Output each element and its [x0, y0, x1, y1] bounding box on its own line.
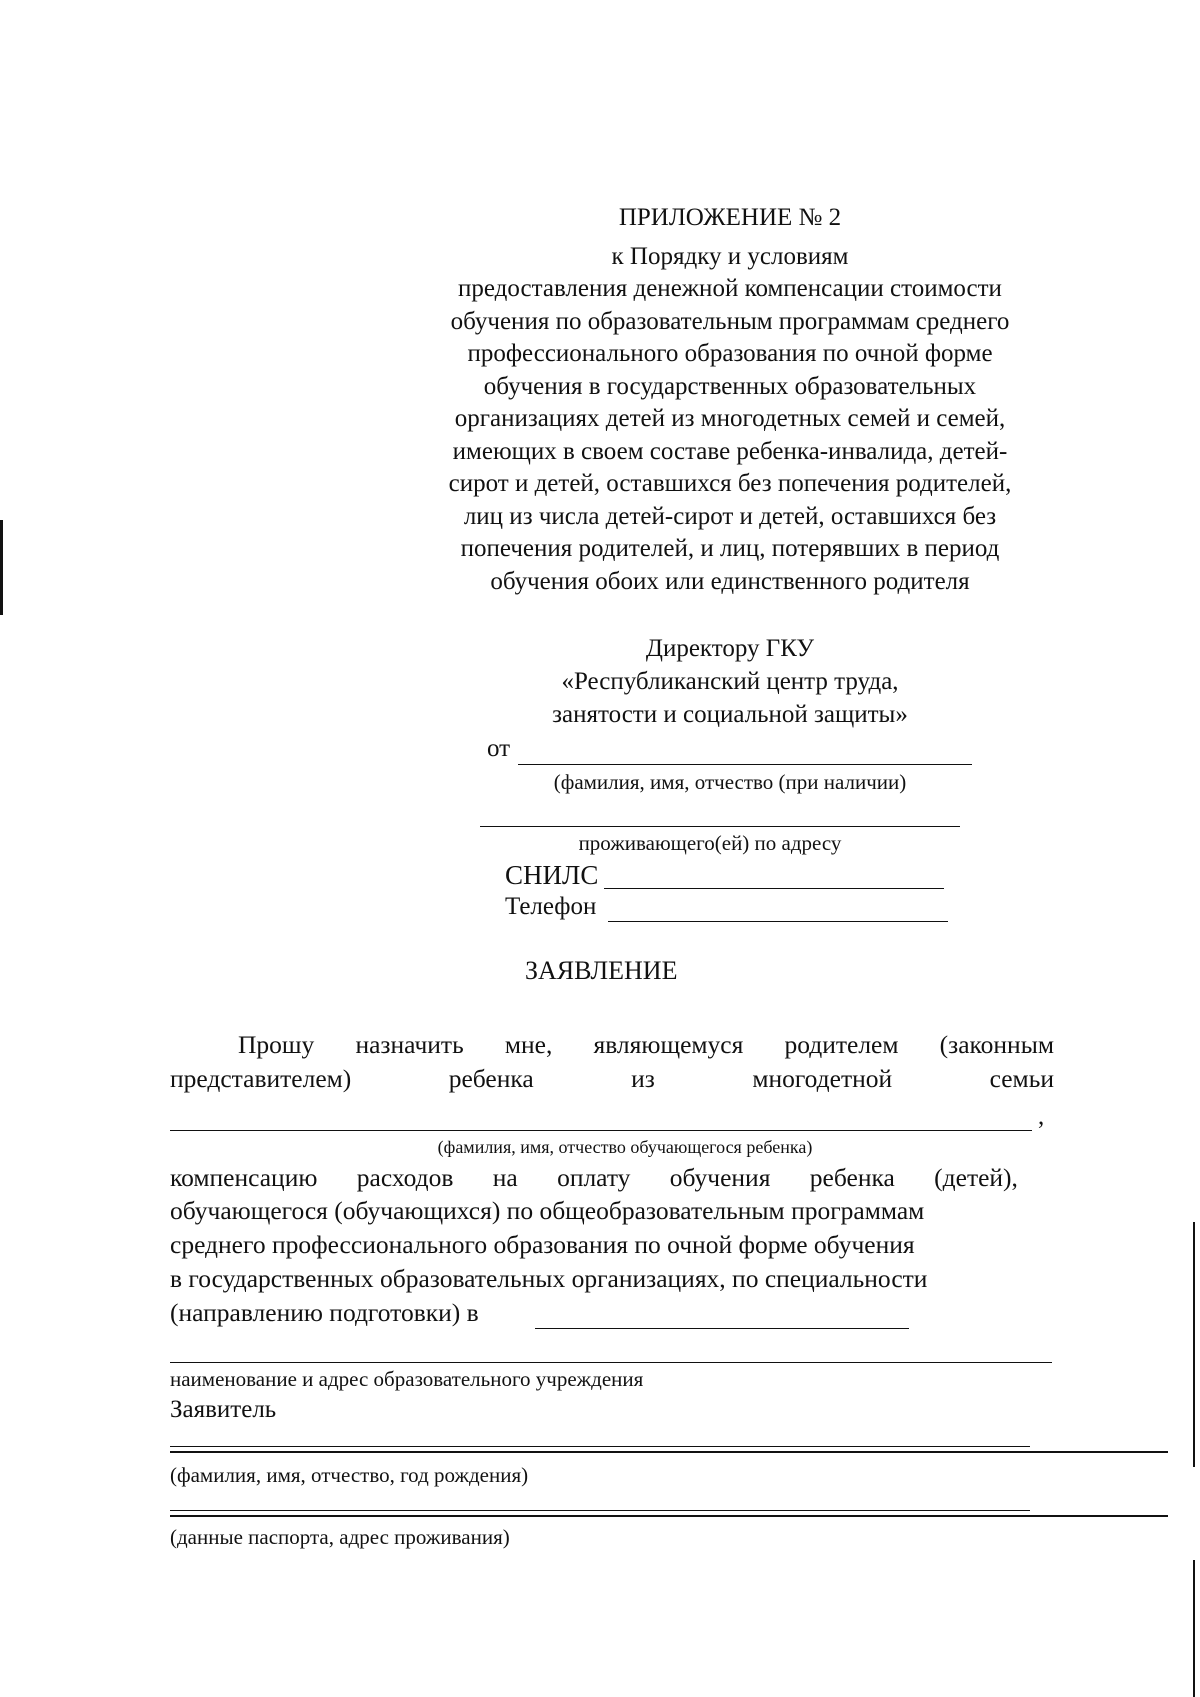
- word: являющемуся: [593, 1030, 744, 1059]
- statement-body: [170, 1194, 1030, 1330]
- addressee-line: «Республиканский центр труда,: [561, 668, 899, 695]
- word: ребенка: [448, 1064, 534, 1093]
- appendix-line: обучения обоих или единственного родителя: [490, 567, 970, 595]
- body-line: (направлению подготовки) в: [170, 1298, 479, 1327]
- from-label: от: [487, 735, 511, 762]
- address-caption: проживающего(ей) по адресу: [578, 831, 842, 855]
- word: родителем: [784, 1030, 899, 1059]
- addressee-line: занятости и социальной защиты»: [552, 701, 908, 728]
- appendix-line: обучения по образовательным программам среднего: [450, 307, 1010, 335]
- applicant-line-1[interactable]: [170, 1446, 1030, 1447]
- institution-line[interactable]: [170, 1362, 1052, 1363]
- word: оплату: [557, 1163, 631, 1192]
- word: (детей),: [934, 1163, 1018, 1192]
- statement-heading: ЗАЯВЛЕНИЕ: [525, 956, 678, 985]
- phone-line[interactable]: [608, 921, 948, 922]
- body-line: среднего профессионального образования по очной форме обучения: [170, 1230, 915, 1259]
- word: обучения: [669, 1163, 771, 1192]
- word: компенсацию: [170, 1163, 318, 1192]
- child-name-line[interactable]: [170, 1130, 1032, 1131]
- passport-line-1[interactable]: [170, 1510, 1030, 1511]
- addressee-block: [470, 632, 990, 731]
- word: представителем): [170, 1064, 352, 1093]
- appendix-line: сирот и детей, оставшихся без попечения родителей,: [448, 470, 1012, 497]
- address-line[interactable]: [480, 826, 960, 827]
- snils-label: СНИЛС: [505, 860, 599, 890]
- specialty-line[interactable]: [535, 1328, 909, 1329]
- scan-edge-mark: [1193, 1560, 1195, 1697]
- phone-label: Телефон: [505, 893, 597, 920]
- addressee-line: Директору ГКУ: [645, 635, 815, 662]
- word: назначить: [355, 1030, 464, 1059]
- statement-line-1: [238, 1030, 1054, 1060]
- applicant-name-line[interactable]: [518, 764, 972, 765]
- body-line: в государственных образовательных организациях, по специальности: [170, 1264, 928, 1293]
- word: многодетной: [752, 1064, 893, 1093]
- appendix-header: [400, 202, 1060, 598]
- appendix-line: организациях детей из многодетных семей и семей,: [454, 405, 1006, 432]
- applicant-caption: (фамилия, имя, отчество, год рождения): [170, 1463, 529, 1487]
- body-line: обучающегося (обучающихся) по общеобразовательным программам: [170, 1196, 925, 1225]
- appendix-line: попечения родителей, и лиц, потерявших в период: [460, 535, 1000, 562]
- appendix-line: обучения в государственных образовательных: [483, 372, 977, 400]
- passport-caption: (данные паспорта, адрес проживания): [170, 1525, 510, 1549]
- statement-line-3: [170, 1163, 1018, 1193]
- word: из: [631, 1064, 655, 1093]
- scan-edge-mark: [1193, 1222, 1195, 1467]
- institution-caption: наименование и адрес образовательного учреждения: [170, 1367, 644, 1391]
- statement-line-2: [170, 1064, 1054, 1094]
- name-caption: (фамилия, имя, отчество (при наличии): [553, 770, 907, 794]
- appendix-line: имеющих в своем составе ребенка-инвалида, детей-: [452, 437, 1008, 465]
- applicant-label: Заявитель: [170, 1396, 277, 1423]
- appendix-line: к Порядку и условиям: [611, 242, 849, 270]
- scan-edge-mark: [0, 520, 3, 615]
- word: мне,: [504, 1030, 553, 1059]
- word: ребенка: [809, 1163, 895, 1192]
- passport-line-2[interactable]: [170, 1515, 1168, 1517]
- appendix-line: предоставления денежной компенсации стоимости: [458, 275, 1002, 302]
- word: Прошу: [238, 1030, 315, 1059]
- child-caption: (фамилия, имя, отчество обучающегося ребенка): [437, 1137, 813, 1157]
- word: семьи: [989, 1064, 1054, 1093]
- appendix-line: профессионального образования по очной форме: [467, 340, 993, 367]
- snils-line[interactable]: [604, 888, 944, 889]
- word: на: [492, 1163, 518, 1192]
- appendix-title: ПРИЛОЖЕНИЕ № 2: [618, 204, 842, 231]
- word: (законным: [939, 1030, 1054, 1059]
- trailing-comma: ,: [1038, 1103, 1045, 1130]
- applicant-line-2[interactable]: [170, 1451, 1168, 1453]
- appendix-line: лиц из числа детей-сирот и детей, оставшихся без: [463, 502, 997, 530]
- word: расходов: [356, 1163, 454, 1192]
